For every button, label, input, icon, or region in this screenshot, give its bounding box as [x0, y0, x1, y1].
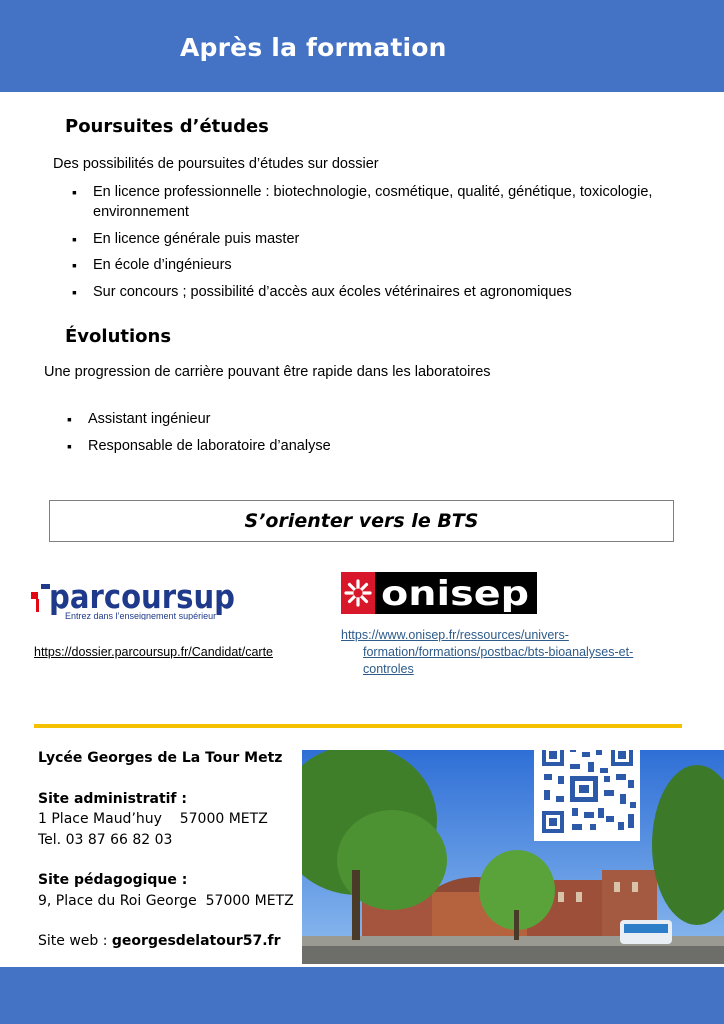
parcoursup-logo[interactable]: [28, 570, 238, 620]
website-line: [38, 931, 294, 952]
page-title: Après la formation: [180, 33, 447, 62]
school-name: Lycée Georges de La Tour Metz: [38, 750, 283, 766]
parcoursup-mark-red-2: [36, 599, 39, 612]
onisep-logo[interactable]: [341, 572, 537, 614]
list-item: ▪ En licence professionnelle : biotechnologie, cosmétique, qualité, génétique, toxicologie, environnement: [72, 182, 672, 222]
list-item: ▪ En école d’ingénieurs: [72, 255, 672, 275]
website-label: Site web :: [38, 933, 112, 949]
parcoursup-link[interactable]: https://dossier.parcoursup.fr/Candidat/carte: [34, 645, 274, 659]
parcoursup-mark-red: [31, 592, 38, 599]
onisep-link-line: formation/formations/postbac/bts-bioanalyses-et-: [363, 645, 634, 659]
bts-banner: [49, 500, 674, 542]
parcoursup-tagline: Entrez dans l’enseignement supérieur: [65, 611, 217, 620]
evolutions-heading: Évolutions: [65, 326, 172, 347]
onisep-wordmark: [375, 572, 537, 614]
studies-intro: Des possibilités de poursuites d’études sur dossier: [53, 156, 379, 172]
footer-band: [0, 967, 724, 1024]
studies-heading: Poursuites d’études: [65, 116, 269, 137]
onisep-link[interactable]: [341, 627, 633, 678]
evolutions-list: [67, 409, 667, 462]
admin-site-label: Site administratif :: [38, 790, 187, 807]
list-item: ▪ Responsable de laboratoire d’analyse: [67, 436, 667, 456]
section-divider: [34, 724, 682, 728]
website-link[interactable]: georgesdelatour57.fr: [111, 933, 281, 949]
pedagogic-site-address: 9, Place du Roi George 57000 METZ: [38, 892, 294, 909]
phone-number: Tel. 03 87 66 82 03: [38, 831, 173, 848]
onisep-star-icon: [341, 572, 375, 614]
contact-block: [38, 748, 294, 952]
school-photo: [302, 750, 724, 964]
list-item: ▪ Sur concours ; possibilité d’accès aux écoles vétérinaires et agronomiques: [72, 282, 672, 302]
parcoursup-logo-text: parcoursup: [49, 577, 235, 616]
studies-list: [72, 182, 672, 308]
onisep-link-line: controles: [363, 662, 414, 676]
onisep-logo-text: onisep: [381, 574, 529, 614]
list-item: ▪ Assistant ingénieur: [67, 409, 667, 429]
evolutions-intro: Une progression de carrière pouvant être rapide dans les laboratoires: [44, 364, 491, 380]
onisep-link-line: https://www.onisep.fr/ressources/univers-: [341, 628, 569, 642]
list-item: ▪ En licence générale puis master: [72, 229, 672, 249]
bts-title: S’orienter vers le BTS: [244, 510, 479, 532]
admin-site-address: 1 Place Maud’huy 57000 METZ: [38, 811, 268, 827]
pedagogic-site-label: Site pédagogique :: [38, 872, 188, 888]
